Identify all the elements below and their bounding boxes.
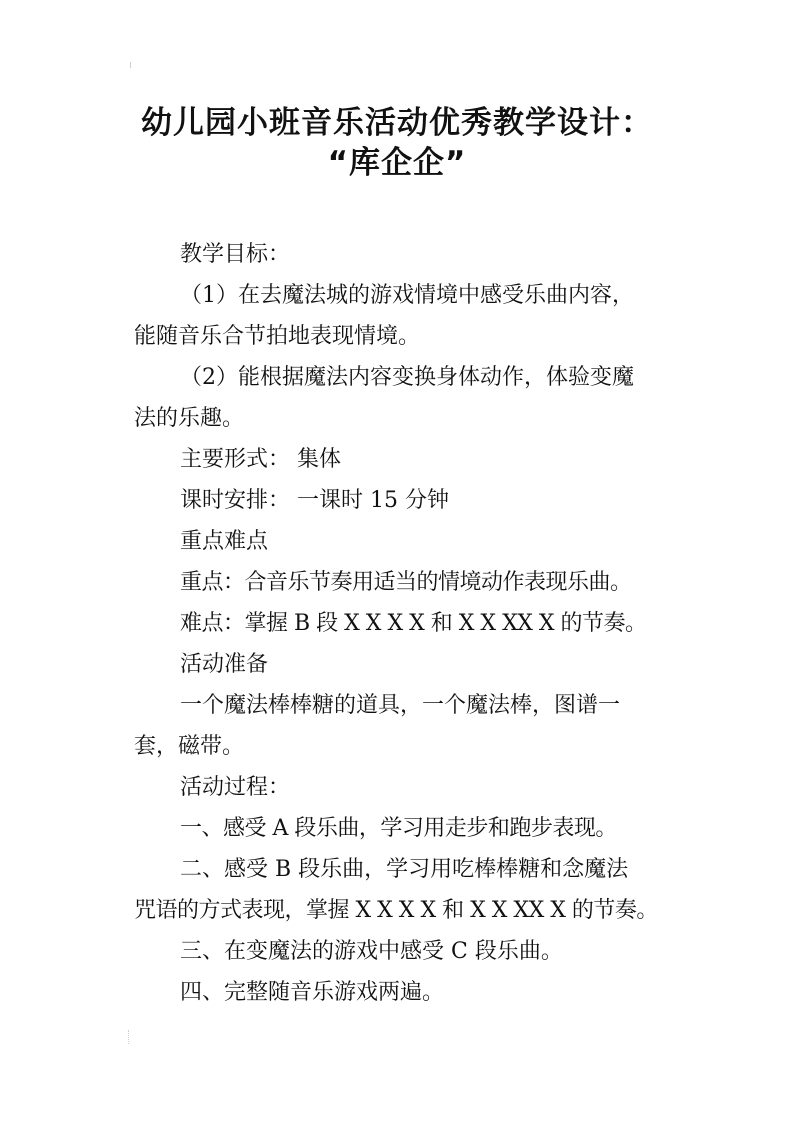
paragraph-main-form: 主要形式： 集体 xyxy=(180,447,341,472)
paragraph-preparation-heading: 活动准备 xyxy=(180,652,269,677)
paragraph-step-3: 三、在变魔法的游戏中感受 C 段乐曲。 xyxy=(180,939,563,964)
paragraph-preparation-line-2: 套，磁带。 xyxy=(134,734,245,759)
paragraph-process-heading: 活动过程： xyxy=(180,775,291,800)
paragraph-goal-1-line-1: （1）在去魔法城的游戏情境中感受乐曲内容， xyxy=(180,283,634,308)
scan-mark-bottom xyxy=(128,1030,133,1044)
document-title-line-2: “库企企” xyxy=(327,145,467,181)
paragraph-key-points-heading: 重点难点 xyxy=(180,529,269,554)
paragraph-difficult-point: 难点：掌握 B 段 X X X X 和 X X XX X 的节奏。 xyxy=(180,611,647,636)
paragraph-lesson-time: 课时安排： 一课时 15 分钟 xyxy=(180,488,449,513)
paragraph-step-4: 四、完整随音乐游戏两遍。 xyxy=(180,980,445,1005)
scan-mark-top xyxy=(130,62,135,68)
paragraph-goal-2-line-1: （2）能根据魔法内容变换身体动作，体验变魔 xyxy=(180,365,634,390)
paragraph-teaching-goals-heading: 教学目标： xyxy=(180,242,291,267)
document-body xyxy=(134,234,674,1013)
paragraph-goal-2-line-2: 法的乐趣。 xyxy=(134,406,245,431)
paragraph-goal-1-line-2: 能随音乐合节拍地表现情境。 xyxy=(134,324,421,349)
document-title-line-1: 幼儿园小班音乐活动优秀教学设计： xyxy=(141,105,653,141)
paragraph-key-point: 重点：合音乐节奏用适当的情境动作表现乐曲。 xyxy=(180,570,632,595)
paragraph-preparation-line-1: 一个魔法棒棒糖的道具，一个魔法棒，图谱一 xyxy=(180,693,621,718)
paragraph-step-1: 一、感受 A 段乐曲，学习用走步和跑步表现。 xyxy=(180,816,617,841)
paragraph-step-2-line-1: 二、感受 B 段乐曲，学习用吃棒棒糖和念魔法 xyxy=(180,857,629,882)
paragraph-step-2-line-2: 咒语的方式表现，掌握 X X X X 和 X X XX X 的节奏。 xyxy=(134,898,658,923)
